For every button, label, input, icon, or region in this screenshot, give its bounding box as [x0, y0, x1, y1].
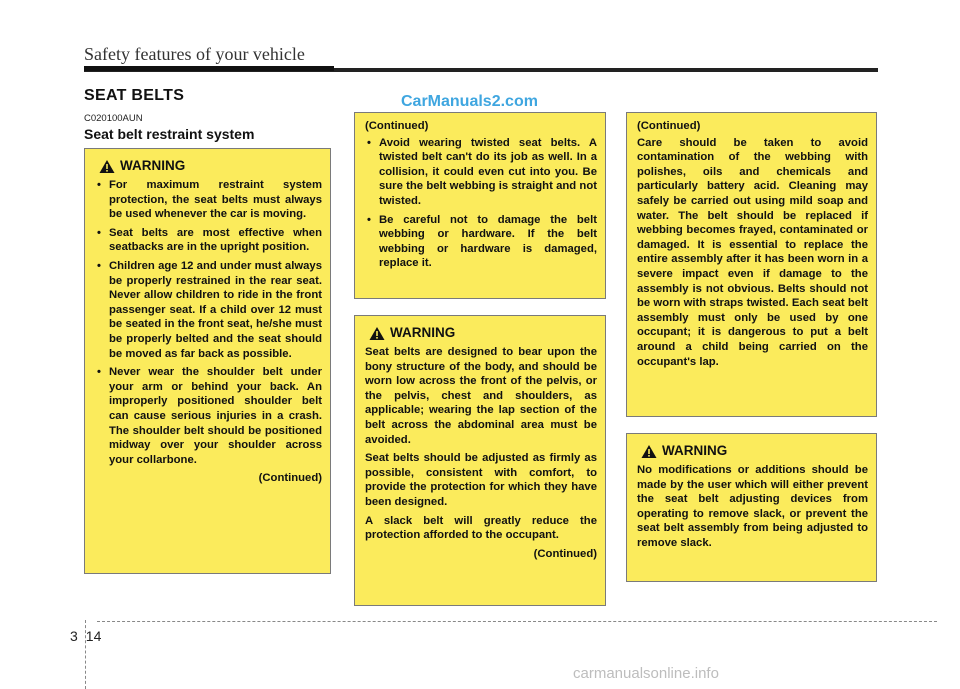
watermark-top[interactable]: CarManuals2.com: [401, 93, 538, 110]
list-item: • Seat belts are most effective when seatbacks are in the upright position.: [97, 226, 322, 254]
warning-triangle-icon: [641, 444, 657, 459]
list-item: • Never wear the shoulder belt under your arm or behind your back. An improperly positioned shoulder belt can cause serious injuries in a crash. The shoulder belt should be positioned midway over your shoulder across your collarbone.: [97, 366, 322, 466]
warning-heading: [369, 326, 597, 341]
warning-paragraph: A slack belt will greatly reduce the protection afforded to the occupant.: [365, 514, 597, 542]
continued-label: (Continued): [637, 120, 701, 132]
warning-paragraph: Care should be taken to avoid contamination of the webbing with polishes, oils and chemicals and particularly battery acid. Cleaning may safely be carried out using mild soap and water. The belt should be replaced if webbing becomes frayed, contaminated or damaged. It is essential to replace the entire assembly after it has been worn in a severe impact even if damage to the assembly is not obvious. Belts should not be worn with straps twisted. Each seat belt assembly must only be used by one occupant; it is dangerous to put a belt around a child being carried on the occupant's lap.: [637, 136, 868, 368]
warning-heading: [641, 444, 868, 459]
list-item: • Children age 12 and under must always be properly restrained in the rear seat. Never allow children to ride in the front passenger seat. If a child over 12 must be seated in the front seat, he/she must be properly belted and the seat should be moved as far back as possible.: [97, 259, 322, 360]
footer-dashed-rule: [97, 621, 937, 622]
warning-paragraph: No modifications or additions should be made by the user which will either prevent the seat belt adjusting devices from operating to remove slack, or prevent the seat belt assembly from being adjusted to remove slack.: [637, 464, 868, 549]
chapter-number: 3: [70, 628, 78, 644]
warning-heading: [99, 159, 322, 174]
warning-box-3: [354, 315, 606, 606]
list-item-text: Avoid wearing twisted seat belts. A twisted belt can't do its job as well. In a collision, it could even cut into you. Be sure the belt webbing is straight and not twisted.: [379, 136, 597, 207]
list-item-text: Seat belts are most effective when seatbacks are in the upright position.: [109, 226, 322, 254]
warning-box-5: [626, 433, 877, 582]
list-item: • For maximum restraint system protection, the seat belts must always be used whenever the car is moving.: [97, 179, 322, 221]
warning-box-1: [84, 148, 331, 574]
list-item-text: Never wear the shoulder belt under your arm or behind your back. An improperly positioned shoulder belt can cause serious injuries in a crash. The shoulder belt should be positioned midway over your shoulder across your collarbone.: [109, 366, 322, 466]
warning-paragraph: Seat belts should be adjusted as firmly as possible, consistent with comfort, to provide the protection for which they have been designed.: [365, 452, 597, 508]
list-item: • Avoid wearing twisted seat belts. A twisted belt can't do its job as well. In a collision, it could even cut into you. Be sure the belt webbing is straight and not twisted.: [367, 136, 597, 207]
warning-heading-label: WARNING: [120, 158, 186, 174]
continued-label: (Continued): [258, 472, 322, 485]
warning-list: [95, 178, 322, 467]
continued-label: (Continued): [365, 120, 429, 132]
warning-heading-label: WARNING: [662, 443, 728, 459]
list-item-text: Be careful not to damage the belt webbing or hardware. If the belt webbing or hardware is damaged, replace it.: [379, 213, 597, 270]
section-code: C020100AUN: [84, 113, 143, 124]
list-item-text: For maximum restraint system protection, the seat belts must always be used whenever the car is moving.: [109, 179, 322, 221]
list-item: • Be careful not to damage the belt webbing or hardware. If the belt webbing or hardware is damaged, replace it.: [367, 213, 597, 270]
warning-list: [365, 136, 597, 271]
section-title: SEAT BELTS: [84, 87, 185, 104]
page-header-title: Safety features of your vehicle: [84, 44, 305, 64]
page-number: [70, 628, 101, 644]
warning-triangle-icon: [369, 326, 385, 341]
watermark-bottom[interactable]: carmanualsonline.info: [573, 665, 719, 682]
warning-box-2: [354, 112, 606, 299]
header-rule-accent: [84, 66, 334, 71]
warning-box-4: [626, 112, 877, 417]
list-item-text: Children age 12 and under must always be properly restrained in the rear seat. Never allow children to ride in the front passenger seat. If a child over 12 must be seated in the front seat, he/she must be properly belted and the seat should be moved as far back as possible.: [109, 259, 322, 360]
warning-heading-label: WARNING: [390, 325, 456, 341]
section-subtitle: Seat belt restraint system: [84, 126, 255, 142]
warning-triangle-icon: [99, 159, 115, 174]
page-number-value: 14: [85, 628, 102, 644]
continued-label: (Continued): [533, 547, 597, 560]
warning-paragraph: Seat belts are designed to bear upon the bony structure of the body, and should be worn low across the front of the pelvis, or the pelvis, chest and shoulders, as applicable; wearing the lap section of the belt across the abdominal area must be avoided.: [365, 346, 597, 446]
